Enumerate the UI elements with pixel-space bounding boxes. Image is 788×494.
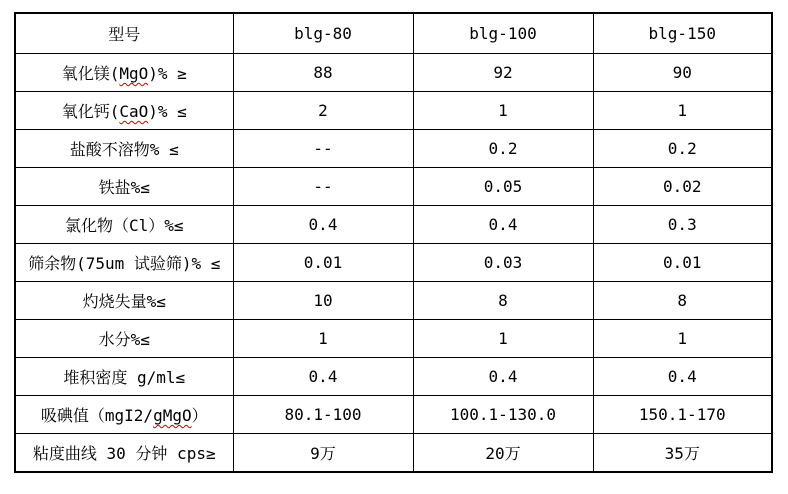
row-label [15,92,233,130]
cell-value: 1 [413,320,593,358]
label-text: 筛余物(75um 试验筛)% ≤ [28,254,221,273]
cell-value: 0.3 [593,206,772,244]
cell-value: 88 [233,54,413,92]
label-text: )% ≤ [148,102,187,121]
row-label [15,54,233,92]
cell-value: 0.03 [413,244,593,282]
table-row [15,168,772,206]
table-row [15,434,772,473]
cell-value: 0.2 [413,130,593,168]
label-text: 盐酸不溶物% ≤ [69,140,179,159]
misspelled-word: MgO [119,64,149,83]
row-label [15,320,233,358]
table-row [15,244,772,282]
label-text: 氧化镁( [61,64,120,83]
table-row [15,206,772,244]
header-model-name: blg-150 [593,13,772,54]
label-text: 粘度曲线 30 分钟 cps≥ [32,444,216,463]
header-model-name: blg-80 [233,13,413,54]
cell-value: 0.02 [593,168,772,206]
cell-value: 1 [413,92,593,130]
cell-value: 0.4 [233,206,413,244]
label-text: 水分%≤ [98,330,150,349]
product-spec-table [14,12,773,473]
cell-value: 0.01 [233,244,413,282]
cell-value: 2 [233,92,413,130]
label-text: 氯化物（Cl）%≤ [64,216,184,235]
row-label [15,130,233,168]
label-text: 氧化钙( [61,102,120,121]
cell-value: 8 [593,282,772,320]
label-text: 灼烧失量%≤ [82,292,166,311]
cell-value: 10 [233,282,413,320]
label-text: 吸碘值（mgI2/ [40,406,154,425]
label-text: ） [191,406,208,425]
spec-table-body [15,13,772,472]
row-label [15,244,233,282]
cell-value: 1 [233,320,413,358]
row-label [15,282,233,320]
cell-value: 150.1-170 [593,396,772,434]
cell-value: 9万 [233,434,413,473]
label-text: 堆积密度 g/ml≤ [63,368,186,387]
cell-value: 1 [593,320,772,358]
cell-value: 80.1-100 [233,396,413,434]
table-row [15,320,772,358]
table-row [15,282,772,320]
header-model-name: blg-100 [413,13,593,54]
header-model-label: 型号 [15,13,233,54]
cell-value: 1 [593,92,772,130]
table-row [15,358,772,396]
row-label [15,396,233,434]
cell-value: -- [233,130,413,168]
row-label [15,434,233,473]
cell-value: 0.4 [413,206,593,244]
cell-value: 92 [413,54,593,92]
table-row [15,130,772,168]
label-text: 铁盐%≤ [98,178,150,197]
row-label [15,358,233,396]
cell-value: 8 [413,282,593,320]
label-text: )% ≥ [148,64,187,83]
cell-value: 0.4 [593,358,772,396]
cell-value: 0.4 [413,358,593,396]
cell-value: 0.4 [233,358,413,396]
cell-value: -- [233,168,413,206]
table-header-row [15,13,772,54]
misspelled-word: gMgO [153,406,192,425]
cell-value: 0.2 [593,130,772,168]
cell-value: 0.05 [413,168,593,206]
row-label [15,168,233,206]
table-row [15,396,772,434]
misspelled-word: CaO [119,102,149,121]
row-label [15,206,233,244]
table-row [15,92,772,130]
table-row [15,54,772,92]
cell-value: 35万 [593,434,772,473]
cell-value: 90 [593,54,772,92]
cell-value: 0.01 [593,244,772,282]
cell-value: 100.1-130.0 [413,396,593,434]
cell-value: 20万 [413,434,593,473]
